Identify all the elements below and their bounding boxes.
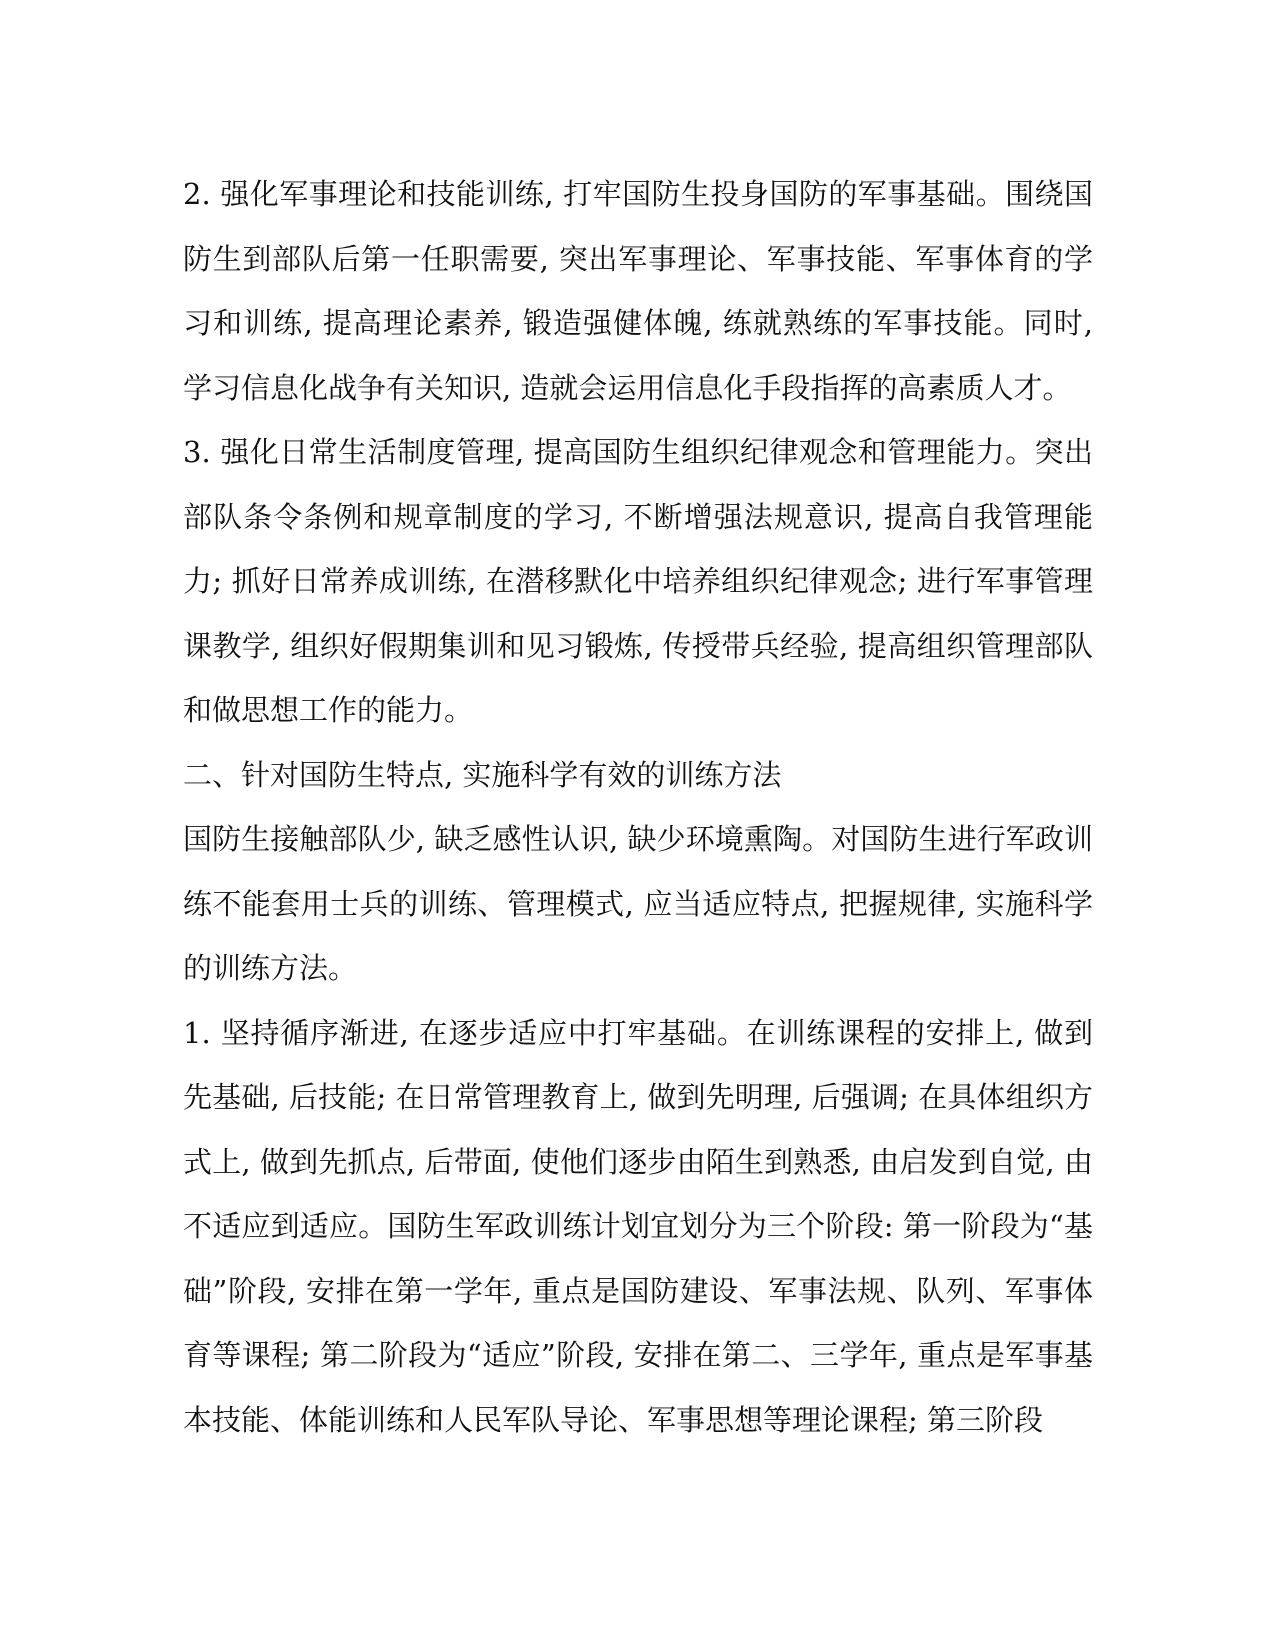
paragraph-training-overview: 国防生接触部队少, 缺乏感性认识, 缺少环境熏陶。对国防生进行军政训练不能套用士兵的训练、管理模式, 应当适应特点, 把握规律, 实施科学的训练方法。: [183, 822, 1093, 985]
paragraph-step-by-step-training: 1. 坚持循序渐进, 在逐步适应中打牢基础。在训练课程的安排上, 做到先基础, 后技能; 在日常管理教育上, 做到先明理, 后强调; 在具体组织方式上, 做到先抓点, 后带面, 使他们逐步由陌生到熟悉, 由启发到自觉, 由不适应到适应。国防生军政训练计划宜划分为三个阶段: 第一阶段为“基础”阶段, 安排在第一学年, 重点是国防建设、军事法规、队列、军事体育等课程; 第二阶段为“适应”阶段, 安排在第二、三学年, 重点是军事基本技能、体能训练和人民军队导论、军事思想等理论课程; 第三阶段: [183, 1015, 1093, 1437]
paragraph-military-theory-training: 2. 强化军事理论和技能训练, 打牢国防生投身国防的军事基础。围绕国防生到部队后第一任职需要, 突出军事理论、军事技能、军事体育的学习和训练, 提高理论素养, 锻造强健体魄, 练就熟练的军事技能。同时, 学习信息化战争有关知识, 造就会运用信息化手段指挥的高素质人才。: [183, 177, 1093, 405]
document-body: [183, 162, 1093, 1452]
section-heading-training-methods: 二、针对国防生特点, 实施科学有效的训练方法: [183, 757, 782, 792]
paragraph-daily-life-management: 3. 强化日常生活制度管理, 提高国防生组织纪律观念和管理能力。突出部队条令条例和规章制度的学习, 不断增强法规意识, 提高自我管理能力; 抓好日常养成训练, 在潜移默化中培养组织纪律观念; 进行军事管理课教学, 组织好假期集训和见习锻炼, 传授带兵经验, 提高组织管理部队和做思想工作的能力。: [183, 435, 1093, 727]
